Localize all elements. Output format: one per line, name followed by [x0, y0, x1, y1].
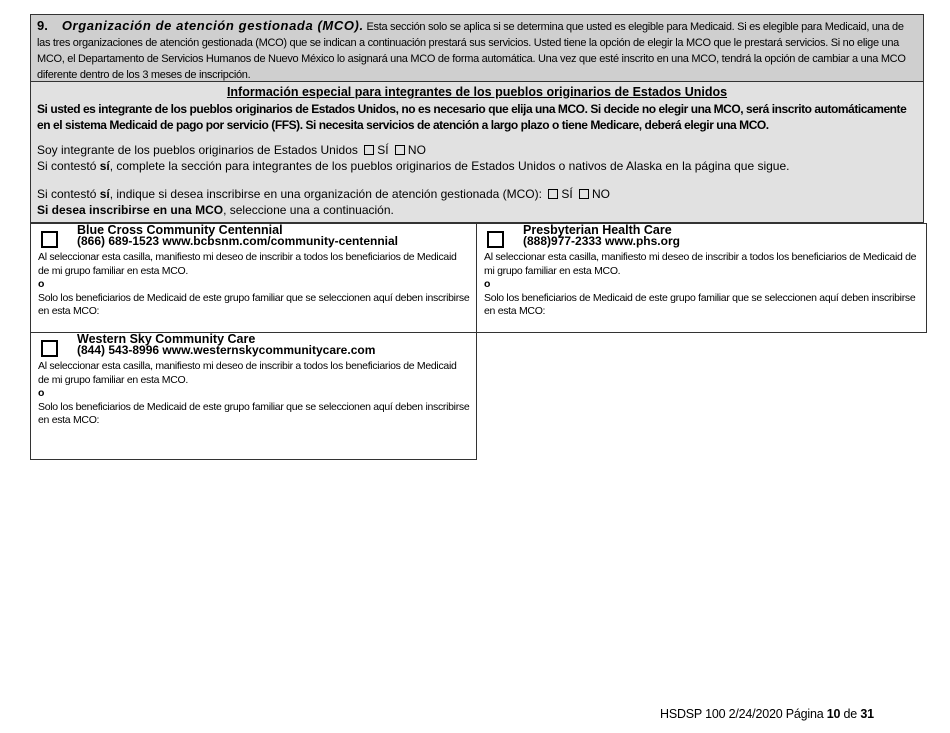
- form-id: HSDSP 100 2/24/2020: [660, 707, 783, 721]
- section-intro: Esta sección solo se aplica si se determina que usted es elegible para Medicaid. Si es elegible para Medicaid, una de las tres organizaciones de atención gestionada (MCO) que se indican a continuación prestará sus servicios. Usted tiene la opción de elegir la MCO que le prestará servicios. Si no elige una MCO, el Departamento de Servicios Humanos de Nuevo México lo asignará una MCO de forma automática. Una vez que esté inscrito en una MCO, tendrá la opción de cambiar a una MCO diferente dentro de los 3 meses de inscripción.: [37, 21, 906, 81]
- mco-select-checkbox[interactable]: [41, 231, 58, 248]
- mco-description: Al seleccionar esta casilla, manifiesto mi deseo de inscribir a todos los beneficiarios de Medicaid de mi grupo familiar en esta MCO. o Solo los beneficiarios de Medicaid de este grupo familiar que se seleccionen aquí deben inscribirse en esta MCO:: [38, 360, 470, 426]
- mco-select-checkbox[interactable]: [487, 231, 504, 248]
- mco-yes-checkbox[interactable]: [548, 189, 558, 199]
- native-heading: Información especial para integrantes de los pueblos originarios de Estados Unidos: [226, 85, 728, 99]
- mco-option-blue-cross: [30, 223, 477, 333]
- native-bold-paragraph: Si usted es integrante de los pueblos originarios de Estados Unidos, no es necesario que elija una MCO. Si decide no elegir una MCO, será inscrito automáticamente en el sistema Medicaid de pago por servicio (FFS). Si necesita servicios de atención a largo plazo o tiene Medicare, deberá elegir una MCO.: [37, 102, 907, 132]
- mco-contact: (888)977-2333 www.phs.org: [523, 234, 680, 248]
- native-no-checkbox[interactable]: [395, 145, 405, 155]
- mco-contact: (866) 689-1523 www.bcbsnm.com/community-centennial: [77, 234, 398, 248]
- native-no-label: NO: [407, 143, 426, 157]
- mco-description: Al seleccionar esta casilla, manifiesto mi deseo de inscribir a todos los beneficiarios de Medicaid de mi grupo familiar en esta MCO. o Solo los beneficiarios de Medicaid de este grupo familiar que se seleccionen aquí deben inscribirse en esta MCO:: [38, 251, 470, 317]
- section-9-header: [30, 14, 924, 82]
- mco-name: Western Sky Community Care: [77, 332, 256, 346]
- native-question-1: Soy integrante de los pueblos originarios de Estados Unidos SÍ NO: [37, 143, 426, 157]
- section-number: 9.: [37, 18, 48, 33]
- mco-name: Blue Cross Community Centennial: [77, 223, 283, 237]
- native-yes-checkbox[interactable]: [364, 145, 374, 155]
- page-word: Página: [785, 707, 824, 721]
- native-question-2-followup: Si desea inscribirse en una MCO, seleccione una a continuación.: [37, 203, 394, 217]
- mco-option-western-sky: [30, 332, 477, 460]
- mco-description: Al seleccionar esta casilla, manifiesto mi deseo de inscribir a todos los beneficiarios de Medicaid de mi grupo familiar en esta MCO. o Solo los beneficiarios de Medicaid de este grupo familiar que se seleccionen aquí deben inscribirse en esta MCO:: [484, 251, 917, 317]
- native-question-1-followup: Si contestó sí, complete la sección para integrantes de los pueblos originarios de Estados Unidos o nativos de Alaska en la página que sigue.: [37, 159, 790, 173]
- page-total: 31: [860, 707, 874, 721]
- mco-contact: (844) 543-8996 www.westernskycommunitycare.com: [77, 343, 376, 357]
- section-title: Organización de atención gestionada (MCO).: [61, 18, 364, 33]
- native-question-2: Si contestó sí, indique si desea inscribirse en una organización de atención gestionada (MCO): SÍ NO: [37, 187, 611, 201]
- native-yes-label: SÍ: [377, 143, 389, 157]
- page-footer: [660, 707, 874, 721]
- page-number: 10: [826, 707, 841, 721]
- of-word: de: [843, 707, 858, 721]
- mco-yes-label: SÍ: [561, 187, 573, 201]
- native-american-info: [30, 82, 924, 223]
- mco-name: Presbyterian Health Care: [523, 223, 672, 237]
- mco-no-label: NO: [592, 187, 611, 201]
- mco-no-checkbox[interactable]: [579, 189, 589, 199]
- mco-option-presbyterian: [476, 223, 927, 333]
- mco-select-checkbox[interactable]: [41, 340, 58, 357]
